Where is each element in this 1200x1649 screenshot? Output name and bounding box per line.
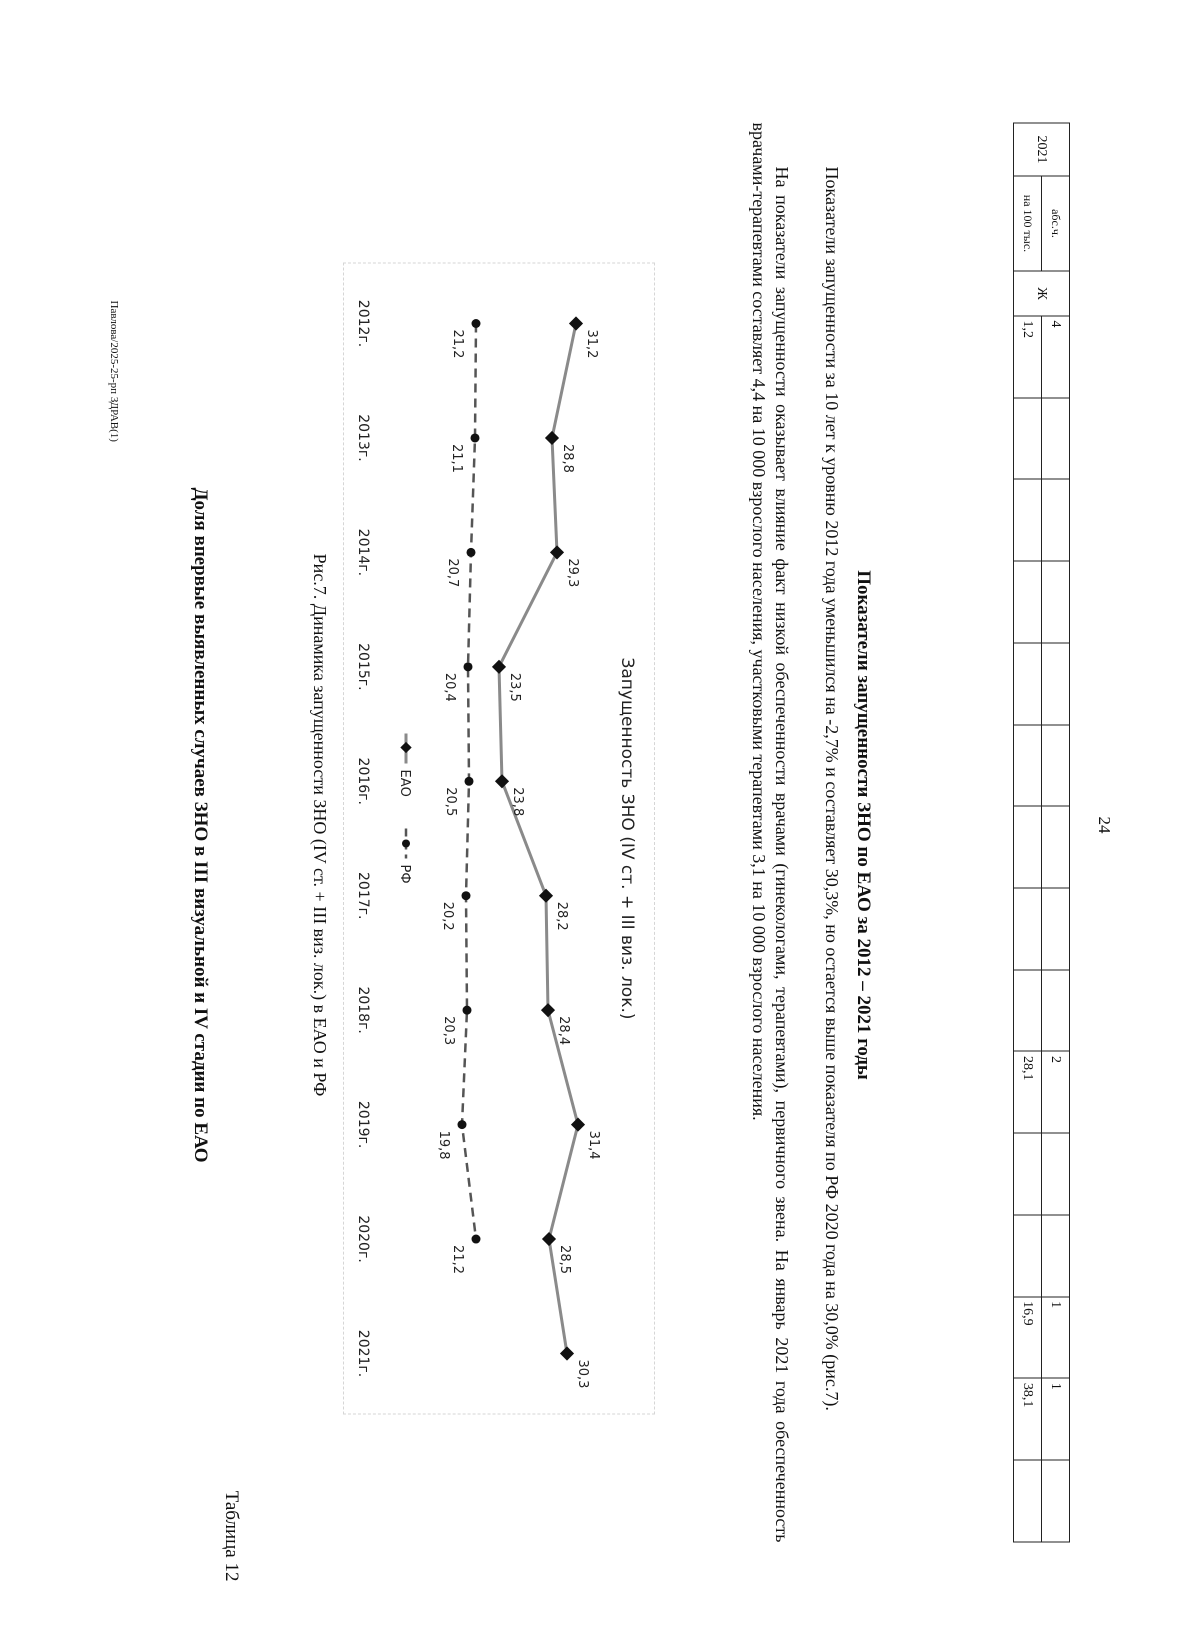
x-tick-label: 2020г.: [355, 1214, 371, 1263]
data-label-eao: 31,4: [586, 1130, 601, 1160]
page-number: 24: [1095, 816, 1114, 833]
table-cell: [1014, 1214, 1042, 1296]
table-cell: 16,9: [1014, 1296, 1042, 1378]
data-point-rf: [472, 1234, 481, 1243]
x-tick-label: 2012г.: [355, 299, 371, 347]
table-row-label: на 100 тыс.: [1014, 176, 1042, 271]
table-cell: [1042, 888, 1070, 970]
data-label-eao: 28,5: [557, 1244, 572, 1274]
data-label-eao: 29,3: [565, 557, 580, 587]
table-cell: [1014, 479, 1042, 561]
data-label-eao: 28,2: [554, 901, 569, 931]
table-cell: [1042, 561, 1070, 643]
series-line-eao: [499, 323, 578, 1353]
x-tick-label: 2018г.: [355, 985, 371, 1034]
x-tick-label: 2016г.: [355, 757, 371, 805]
data-point-eao: [492, 659, 506, 673]
table-cell: [1042, 969, 1070, 1051]
data-point-eao: [495, 774, 509, 788]
table-cell: [1014, 969, 1042, 1051]
table-sex-cell: Ж: [1014, 271, 1070, 316]
chart-title: Запущенность ЗНО (IV ст. + III виз. лок.): [617, 656, 637, 1020]
table-cell: 1: [1042, 1296, 1070, 1378]
data-point-eao: [545, 430, 559, 444]
table-row-label: абс.ч.: [1042, 176, 1070, 271]
x-tick-label: 2021г.: [355, 1329, 371, 1377]
table-cell: 1,2: [1014, 316, 1042, 398]
paragraph: Показатели запущенности за 10 лет к уровню 2012 года уменьшился на -2,7% и составляет 30,3%, но остается выше показателя по РФ 2020 года на 30,0% (рис.7).: [822, 166, 842, 1411]
x-tick-label: 2014г.: [355, 528, 371, 576]
table-cell: [1042, 1460, 1070, 1542]
table-cell: 1: [1042, 1378, 1070, 1460]
table-cell: [1014, 888, 1042, 970]
table-year-cell: 2021: [1014, 123, 1070, 176]
data-label-eao: 28,4: [556, 1015, 571, 1045]
table-row: [1042, 123, 1070, 1542]
data-label-eao: 31,2: [584, 329, 599, 358]
data-point-eao: [550, 545, 564, 559]
table-cell: [1014, 397, 1042, 479]
table-cell: 2: [1042, 1051, 1070, 1133]
table-cell: [1014, 806, 1042, 888]
table-cell: [1042, 1133, 1070, 1215]
data-point-eao: [541, 1003, 555, 1017]
data-point-rf: [465, 776, 474, 785]
data-label-rf: 20,3: [441, 1015, 456, 1045]
data-label-rf: 20,5: [443, 786, 458, 816]
x-tick-label: 2015г.: [355, 642, 371, 691]
footer-note: Павлова/2025-25-рп ЗДРАВ(1): [108, 300, 120, 442]
chart-container: [343, 262, 655, 1414]
data-point-rf: [463, 1005, 472, 1014]
x-tick-label: 2017г.: [355, 871, 371, 919]
figure-caption: Рис.7. Динамика запущенности ЗНО (IV ст. + III виз. лок.) в ЕАО и РФ: [310, 553, 330, 1096]
legend-label-rf: РФ: [397, 864, 412, 884]
data-point-eao: [569, 316, 583, 330]
top-table: [1013, 122, 1070, 1542]
table-cell: [1014, 1133, 1042, 1215]
data-label-eao: 23,8: [510, 786, 525, 816]
legend-marker-rf: [402, 839, 410, 847]
table-cell: [1042, 1214, 1070, 1296]
data-label-eao: 28,8: [560, 443, 575, 473]
table-cell: [1042, 397, 1070, 479]
data-point-eao: [560, 1346, 574, 1360]
data-point-eao: [539, 888, 553, 902]
table-title: Доля впервые выявленных случаев ЗНО в III визуальной и IV стадии по ЕАО: [190, 486, 211, 1163]
data-label-rf: 21,1: [449, 443, 464, 473]
x-tick-label: 2019г.: [355, 1100, 371, 1148]
x-tick-label: 2013г.: [355, 413, 371, 462]
table-cell: [1014, 561, 1042, 643]
paragraph: На показатели запущенности оказывает влияние факт низкой обеспеченности врачами (гинекологами, терапевтами), первичного звена. На январь 2021 года обеспеченность врачами-терапевтами составляет 4,4 на 10 000 взрослого населения, участковыми терапевтами 3,1 на 10 000 взрослого населения.: [749, 122, 792, 1542]
data-point-rf: [462, 891, 471, 900]
data-label-eao: 23,5: [507, 672, 522, 702]
data-label-rf: 20,7: [445, 557, 460, 587]
data-point-rf: [471, 433, 480, 442]
table-cell: [1014, 724, 1042, 806]
data-label-rf: 21,2: [450, 329, 465, 358]
data-label-rf: 20,4: [442, 672, 457, 702]
data-label-rf: 20,2: [440, 901, 455, 931]
data-label-rf: 19,8: [436, 1130, 451, 1160]
table-cell: 4: [1042, 316, 1070, 398]
section-title: Показатели запущенности ЗНО по ЕАО за 2012 – 2021 годы: [853, 569, 874, 1080]
data-point-rf: [464, 662, 473, 671]
legend-marker-eao: [400, 741, 411, 752]
data-label-rf: 21,2: [450, 1244, 465, 1274]
line-chart: [344, 263, 654, 1413]
data-point-rf: [472, 319, 481, 328]
table-cell: [1042, 806, 1070, 888]
table-cell: 28,1: [1014, 1051, 1042, 1133]
table-cell: [1042, 642, 1070, 724]
table-label: Таблица 12: [221, 1490, 242, 1581]
data-point-eao: [571, 1117, 585, 1131]
data-point-rf: [458, 1120, 467, 1129]
data-label-eao: 30,3: [575, 1359, 590, 1388]
table-cell: [1014, 1460, 1042, 1542]
table-row: [1014, 123, 1042, 1542]
table-cell: [1042, 724, 1070, 806]
table-cell: [1014, 642, 1042, 724]
data-point-rf: [467, 547, 476, 556]
legend-label-eao: ЕАО: [397, 769, 412, 797]
table-cell: [1042, 479, 1070, 561]
table-cell: 38,1: [1014, 1378, 1042, 1460]
data-point-eao: [542, 1231, 556, 1245]
